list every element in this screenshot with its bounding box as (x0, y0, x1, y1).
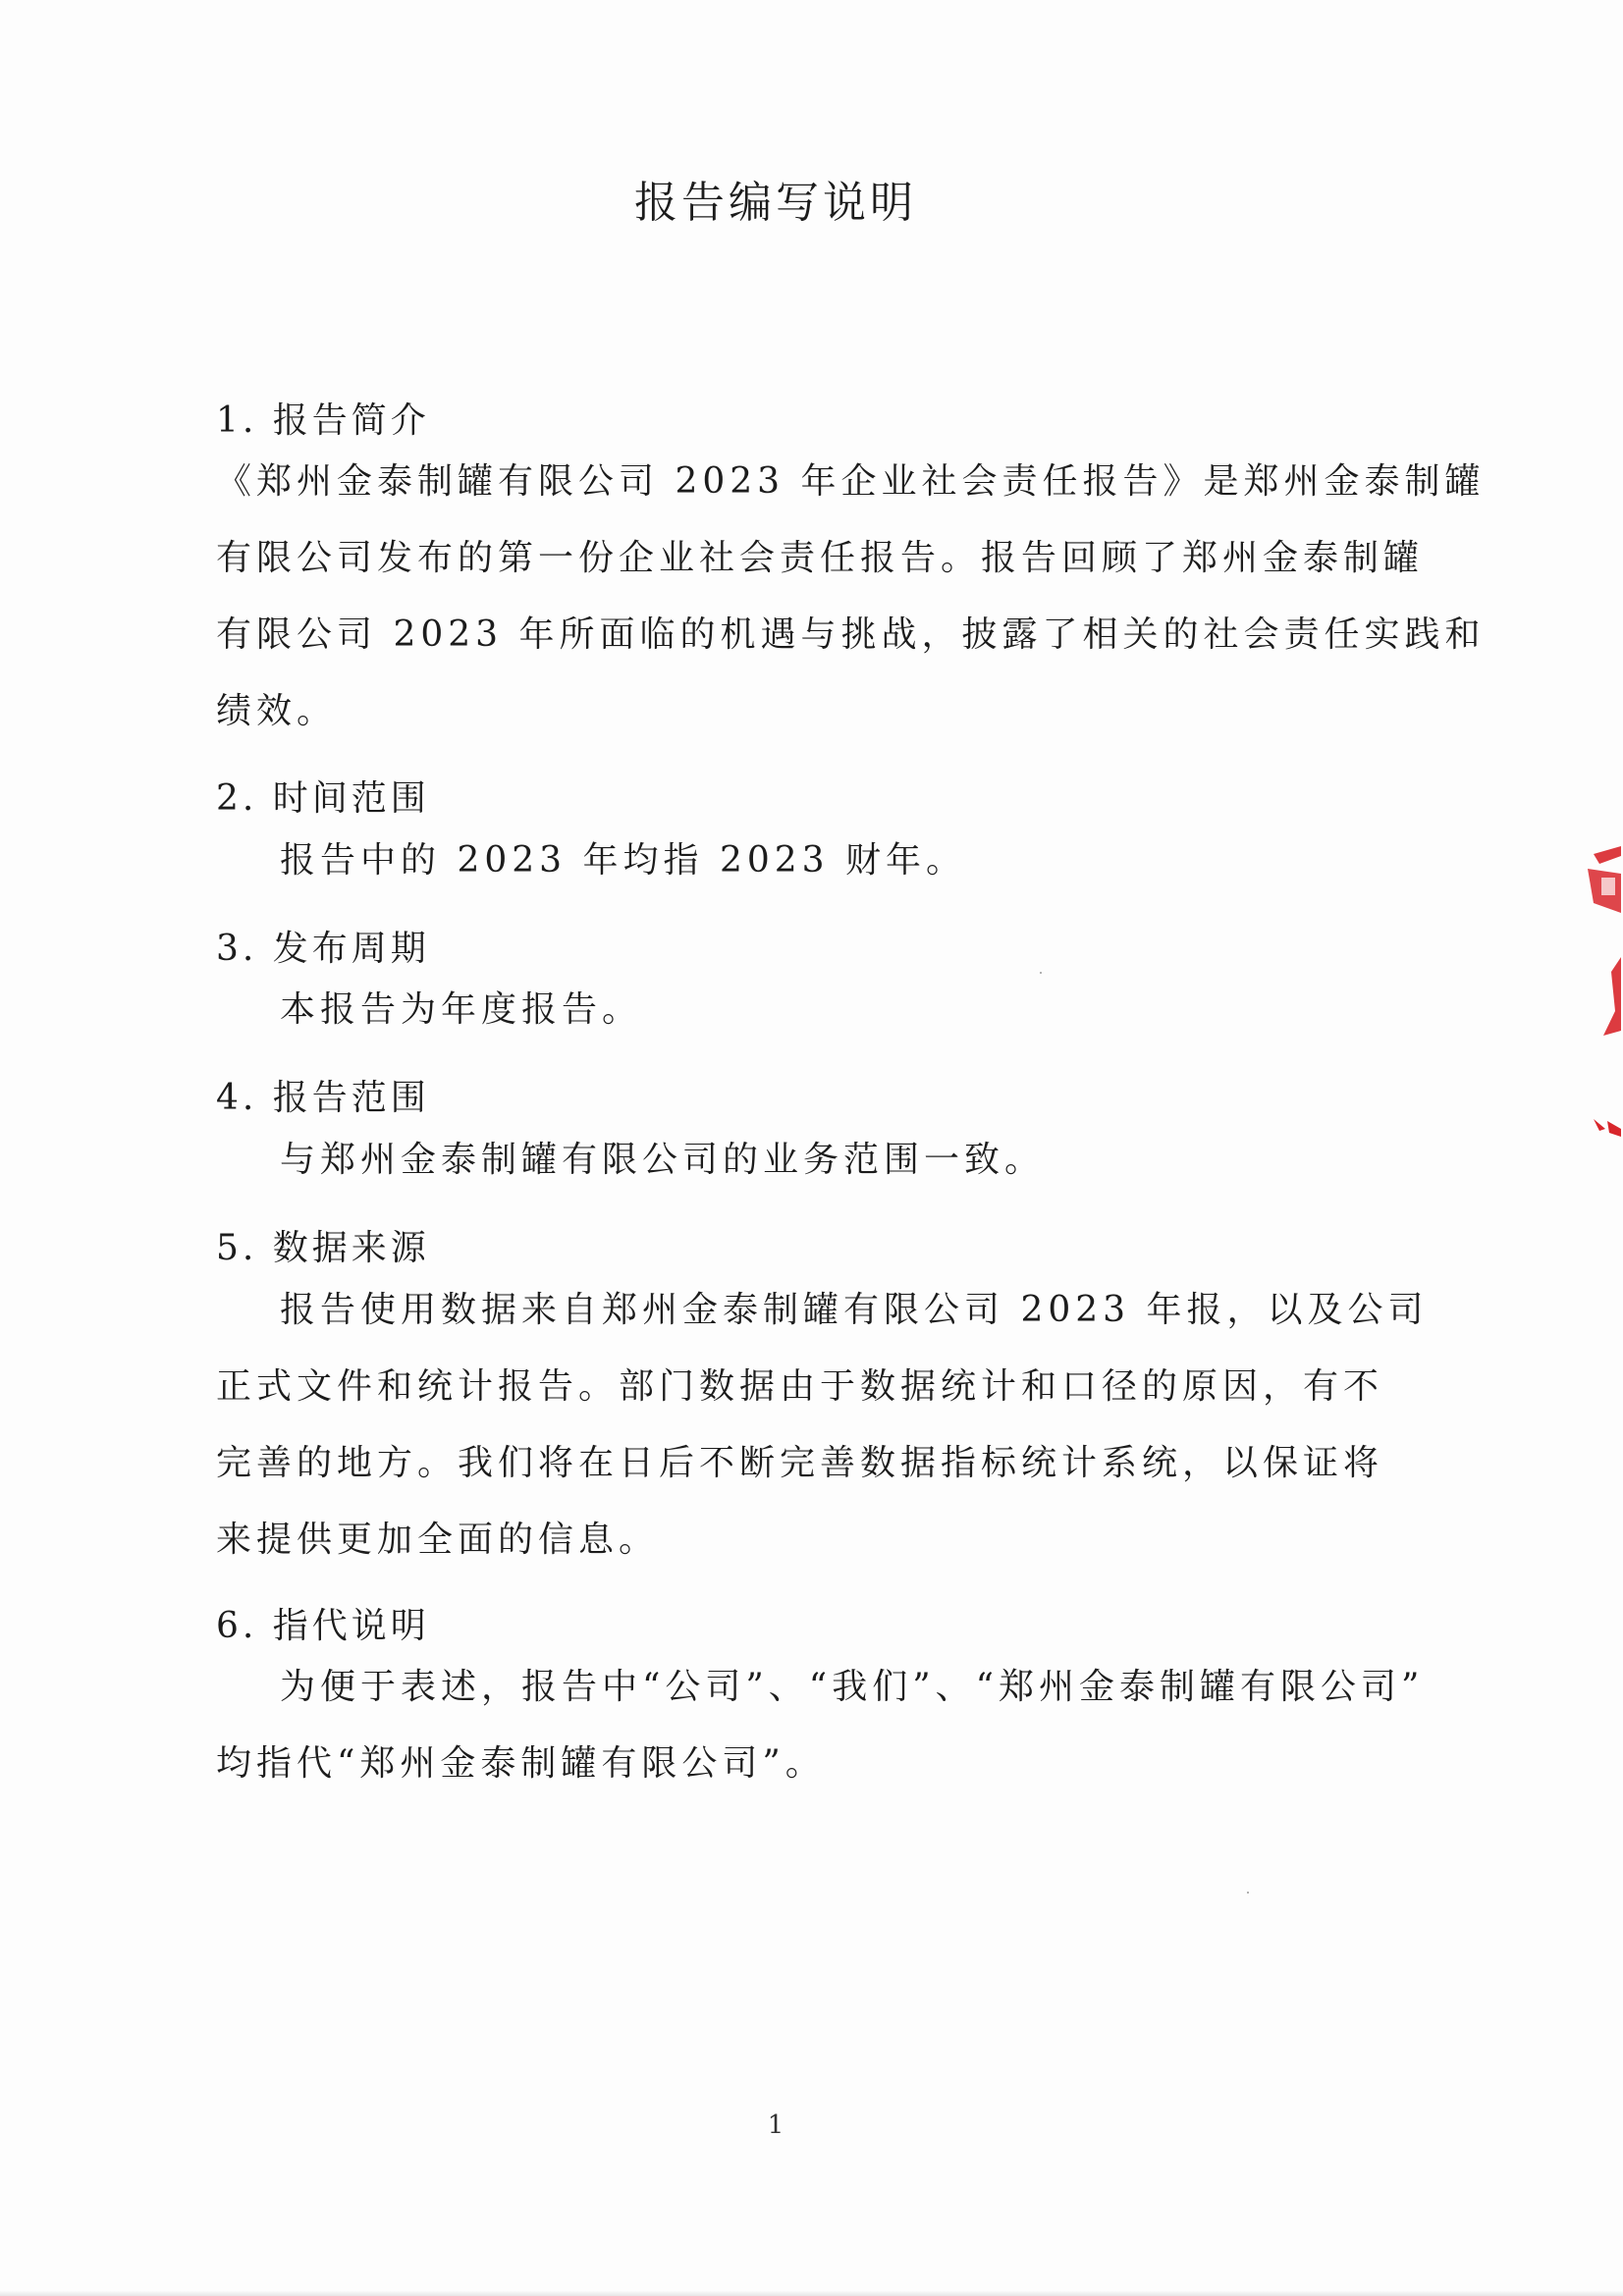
section-heading-data-source: 5. 数据来源 (216, 1228, 430, 1268)
section-body-time-range (216, 823, 1380, 899)
paragraph-line: 报告中的 2023 年均指 2023 财年。 (280, 840, 967, 881)
section-heading-time-range: 2. 时间范围 (216, 778, 430, 819)
seal-stamp-fragment (1564, 834, 1623, 1178)
paragraph-line: 绩效。 (216, 691, 338, 731)
paragraph-line: 均指代“郑州金泰制罐有限公司”。 (216, 1743, 826, 1784)
paragraph-line: 与郑州金泰制罐有限公司的业务范围一致。 (280, 1140, 1046, 1180)
paragraph-line: 本报告为年度报告。 (280, 989, 643, 1030)
paragraph-line: 有限公司 2023 年所面临的机遇与挑战，披露了相关的社会责任实践和 (216, 614, 1486, 655)
section-body-report-scope (216, 1122, 1380, 1199)
section-body-data-source (216, 1272, 1429, 1578)
section-heading-report-scope: 4. 报告范围 (216, 1078, 430, 1118)
section-body-intro (216, 444, 1486, 750)
page-number: 1 (767, 2110, 784, 2140)
paragraph-line: 正式文件和统计报告。部门数据由于数据统计和口径的原因，有不 (216, 1366, 1384, 1407)
section-heading-intro: 1. 报告简介 (216, 400, 430, 441)
paragraph-line: 有限公司发布的第一份企业社会责任报告。报告回顾了郑州金泰制罐 (216, 538, 1425, 578)
paragraph-line: 《郑州金泰制罐有限公司 2023 年企业社会责任报告》是郑州金泰制罐 (216, 461, 1486, 502)
scan-speck (1040, 972, 1042, 974)
section-body-publish-cycle (216, 972, 1380, 1048)
document-title: 报告编写说明 (634, 178, 917, 228)
section-heading-references: 6. 指代说明 (216, 1606, 430, 1646)
scan-bottom-edge (0, 2290, 1623, 2296)
paragraph-line: 来提供更加全面的信息。 (216, 1520, 660, 1560)
scan-speck (1247, 1892, 1249, 1894)
paragraph-line: 报告使用数据来自郑州金泰制罐有限公司 2023 年报，以及公司 (280, 1290, 1429, 1330)
section-heading-publish-cycle: 3. 发布周期 (216, 929, 430, 969)
section-body-references (216, 1649, 1425, 1802)
paragraph-line: 为便于表述，报告中“公司”、“我们”、“郑州金泰制罐有限公司” (280, 1667, 1425, 1707)
paragraph-line: 完善的地方。我们将在日后不断完善数据指标统计系统，以保证将 (216, 1443, 1384, 1483)
